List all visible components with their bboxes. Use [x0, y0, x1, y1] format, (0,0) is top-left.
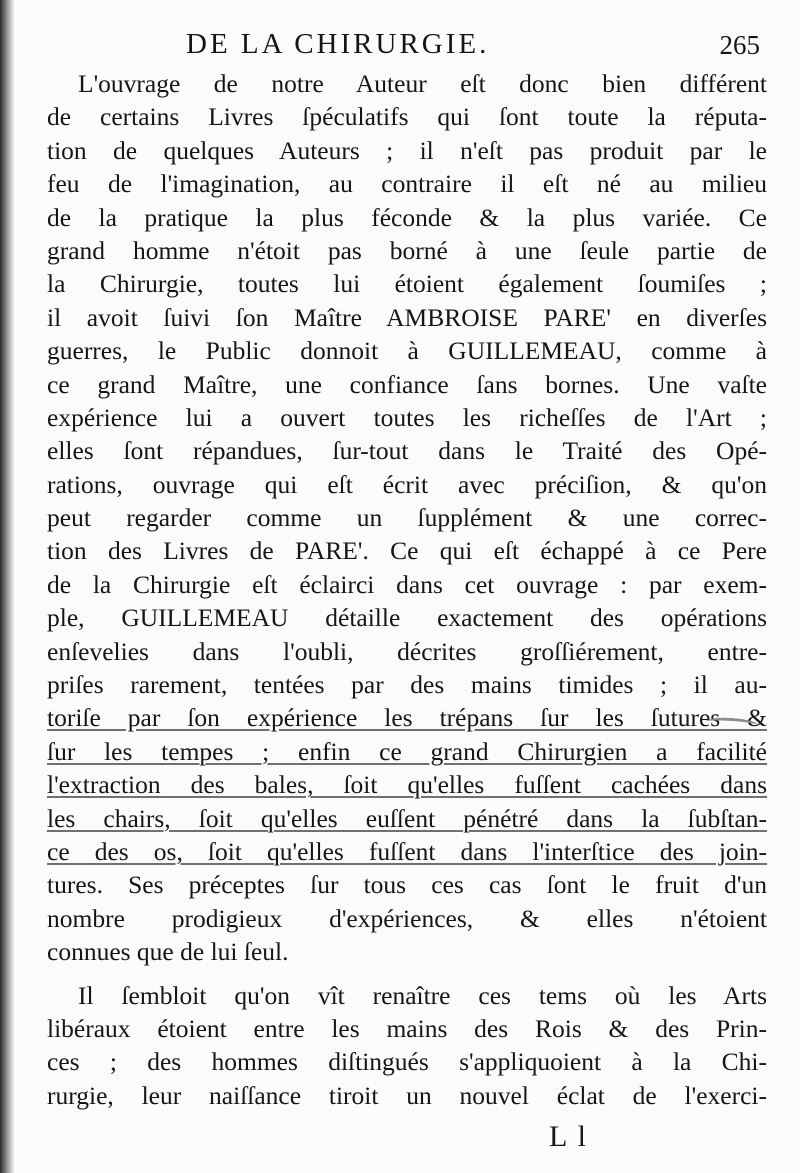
paragraph-gap [47, 969, 767, 979]
paragraph-1-line-12: elles ſont répandues, ſur-tout dans le Traité des Opé- [47, 436, 767, 466]
paragraph-1-line-9: guerres, le Public donnoit à GUILLEMEAU, comme à [47, 336, 767, 366]
paragraph-1-line-18: enſevelies dans l'oubli, décrites groſſiérement, entre- [47, 636, 767, 666]
paragraph-1-line-7: la Chirurgie, toutes lui étoient également ſoumiſes ; [47, 269, 767, 299]
running-head [44, 28, 772, 68]
paragraph-1-line-11: expérience lui a ouvert toutes les richeſſes de l'Art ; [47, 402, 767, 432]
paragraph-1-line-19: priſes rarement, tentées par des mains timides ; il au- [47, 670, 767, 700]
paragraph-1-line-1: L'ouvrage de notre Auteur eſt donc bien différent [78, 69, 767, 98]
paragraph-2-line-4: rurgie, leur naiſſance tiroit un nouvel éclat de l'exerci- [47, 1080, 767, 1110]
paragraph-1-line-5: de la pratique la plus féconde & la plus variée. Ce [47, 202, 767, 232]
paragraph-2-line-2: libéraux étoient entre les mains des Rois & des Prin- [47, 1013, 767, 1043]
paragraph-1-line-26: nombre prodigieux d'expériences, & elles n'étoient [47, 903, 767, 933]
paragraph-1-line-6: grand homme n'étoit pas borné à une ſeule partie de [47, 235, 767, 265]
printer-signature: L l [548, 1120, 588, 1153]
paragraph-1-line-16: de la Chirurgie eſt éclairci dans cet ouvrage : par exem- [47, 569, 767, 599]
paragraph-1-line-25: tures. Ses préceptes ſur tous ces cas ſont le fruit d'un [47, 870, 767, 900]
paragraph-1-line-3: tion de quelques Auteurs ; il n'eſt pas produit par le [47, 135, 767, 165]
binding-shadow [0, 0, 14, 1173]
paragraph-1-line-20: toriſe par ſon expérience les trépans ſur les ſutures & [47, 703, 767, 733]
paragraph-1-line-14: peut regarder comme un ſupplément & une correc- [47, 503, 767, 533]
page-number: 265 [719, 30, 760, 60]
paragraph-1-line-10: ce grand Maître, une confiance ſans bornes. Une vaſte [47, 369, 767, 399]
paragraph-1-line-22: l'extraction des bales, ſoit qu'elles fuſſent cachées dans [47, 770, 767, 800]
page-title: DE LA CHIRURGIE. [186, 28, 490, 60]
paragraph-1-line-23: les chairs, ſoit qu'elles euſſent pénétré dans la ſubſtan- [47, 803, 767, 833]
paragraph-1-line-4: feu de l'imagination, au contraire il eſt né au milieu [47, 169, 767, 199]
paragraph-1-line-17: ple, GUILLEMEAU détaille exactement des opérations [47, 603, 767, 633]
paragraph-2-line-1: Il ſembloit qu'on vît renaître ces tems où les Arts [78, 980, 767, 1010]
paragraph-1-line-27: connues que de lui ſeul. [47, 937, 289, 967]
paragraph-2-line-3: ces ; des hommes diſtingués s'appliquoient à la Chi- [47, 1047, 767, 1077]
paragraph-1-line-13: rations, ouvrage qui eſt écrit avec préciſion, & qu'on [47, 469, 767, 499]
paragraph-1-line-15: tion des Livres de PARE'. Ce qui eſt échappé à ce Pere [47, 536, 767, 566]
paragraph-1-line-24: ce des os, ſoit qu'elles fuſſent dans l'interſtice des join- [47, 836, 767, 866]
body-text [47, 67, 767, 1112]
paragraph-1-line-8: il avoit ſuivi ſon Maître AMBROISE PARE' en diverſes [47, 302, 767, 332]
paragraph-1-line-21: ſur les tempes ; enfin ce grand Chirurgien a facilité [47, 736, 767, 766]
paragraph-1-line-2: de certains Livres ſpéculatifs qui ſont toute la réputa- [47, 102, 767, 132]
